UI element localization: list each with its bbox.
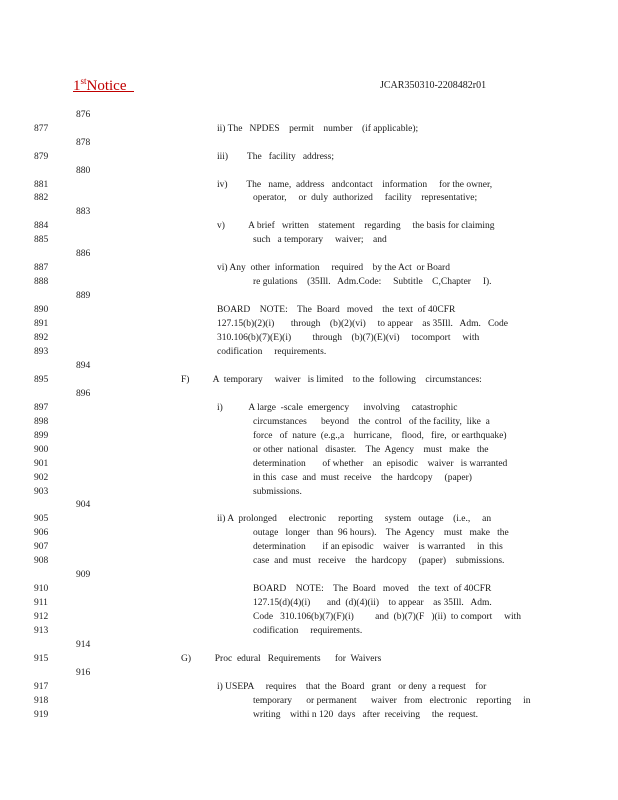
- text-line: such a temporary waiver; and: [253, 235, 387, 245]
- line-number: 909: [76, 570, 91, 580]
- text-line: iii) The facility address;: [217, 152, 334, 162]
- text-line: i) USEPA requires that the Board grant or deny a request for: [217, 682, 487, 692]
- line-number: 892: [34, 333, 49, 343]
- line-number: 898: [34, 417, 49, 427]
- line-number: 903: [34, 487, 49, 497]
- line-number: 890: [34, 305, 49, 315]
- notice-ordinal: st: [80, 76, 87, 86]
- line-number: 914: [76, 640, 91, 650]
- text-line: in this case and must receive the hardcopy (paper): [253, 473, 472, 483]
- text-line: operator, or duly authorized facility representative;: [253, 193, 478, 203]
- line-number: 881: [34, 180, 49, 190]
- text-line: 127.15(b)(2)(i) through (b)(2)(vi) to appear as 35Ill. Adm. Code: [217, 319, 509, 329]
- notice-number: 1: [73, 78, 81, 94]
- line-number: 910: [34, 584, 49, 594]
- notice-word: Notice: [86, 78, 127, 94]
- line-number: 895: [34, 375, 49, 385]
- text-line: Code 310.106(b)(7)(F)(i) and (b)(7)(F )(ii) to comport with: [253, 612, 522, 622]
- text-line: codification requirements.: [253, 626, 363, 636]
- line-number: 905: [34, 514, 49, 524]
- text-line: temporary or permanent waiver from electronic reporting in: [253, 696, 531, 706]
- line-number: 912: [34, 612, 49, 622]
- text-line: force of nature (e.g.,a hurricane, flood, fire, or earthquake): [253, 431, 507, 441]
- line-number: 911: [34, 598, 48, 608]
- text-line: or other national disaster. The Agency must make the: [253, 445, 489, 455]
- line-number: 915: [34, 654, 49, 664]
- text-line: ii) A prolonged electronic reporting system outage (i.e., an: [217, 514, 492, 524]
- document-code: JCAR350310-2208482r01: [380, 80, 487, 91]
- text-line: BOARD NOTE: The Board moved the text of 40CFR: [217, 305, 456, 315]
- line-number: 884: [34, 221, 49, 231]
- line-number: 876: [76, 110, 91, 120]
- text-line: determination of whether an episodic waiver is warranted: [253, 459, 508, 469]
- text-line: outage longer than 96 hours). The Agency must make the: [253, 528, 509, 538]
- line-number: 886: [76, 249, 91, 259]
- line-number: 879: [34, 152, 49, 162]
- line-number: 882: [34, 193, 49, 203]
- notice-heading: [73, 76, 134, 95]
- text-line: F) A temporary waiver is limited to the following circumstances:: [181, 375, 482, 385]
- text-line: circumstances beyond the control of the facility, like a: [253, 417, 490, 427]
- line-number: 908: [34, 556, 49, 566]
- text-line: 310.106(b)(7)(E)(i) through (b)(7)(E)(vi) tocomport with: [217, 333, 480, 343]
- text-line: submissions.: [253, 487, 302, 497]
- text-line: i) A large -scale emergency involving catastrophic: [217, 403, 458, 413]
- line-number: 902: [34, 473, 49, 483]
- line-number: 918: [34, 696, 49, 706]
- line-number: 889: [76, 291, 91, 301]
- text-line: determination if an episodic waiver is warranted in this: [253, 542, 503, 552]
- line-number: 906: [34, 528, 49, 538]
- text-line: ii) The NPDES permit number (if applicable);: [217, 124, 419, 134]
- text-line: iv) The name, address andcontact information for the owner,: [217, 180, 493, 190]
- text-line: re gulations (35Ill. Adm.Code: Subtitle C,Chapter I).: [253, 277, 492, 287]
- line-number: 917: [34, 682, 49, 692]
- line-number: 877: [34, 124, 49, 134]
- text-line: writing withi n 120 days after receiving the request.: [253, 710, 479, 720]
- text-line: 127.15(d)(4)(i) and (d)(4)(ii) to appear as 35Ill. Adm.: [253, 598, 492, 608]
- line-number: 885: [34, 235, 49, 245]
- text-line: v) A brief written statement regarding the basis for claiming: [217, 221, 495, 231]
- line-number: 893: [34, 347, 49, 357]
- text-line: case and must receive the hardcopy (paper) submissions.: [253, 556, 505, 566]
- line-number: 900: [34, 445, 49, 455]
- line-number: 907: [34, 542, 49, 552]
- line-number: 897: [34, 403, 49, 413]
- line-number: 894: [76, 361, 91, 371]
- line-number: 913: [34, 626, 49, 636]
- text-line: codification requirements.: [217, 347, 327, 357]
- line-number: 896: [76, 389, 91, 399]
- line-number: 878: [76, 138, 91, 148]
- line-number: 883: [76, 207, 91, 217]
- line-number: 887: [34, 263, 49, 273]
- text-line: G) Proc edural Requirements for Waivers: [181, 654, 382, 664]
- text-line: BOARD NOTE: The Board moved the text of 40CFR: [253, 584, 492, 594]
- line-number: 891: [34, 319, 49, 329]
- line-number: 916: [76, 668, 91, 678]
- line-number: 919: [34, 710, 49, 720]
- line-number: 888: [34, 277, 49, 287]
- line-number: 880: [76, 166, 91, 176]
- text-line: vi) Any other information required by the Act or Board: [217, 263, 450, 273]
- line-number: 904: [76, 500, 91, 510]
- line-number: 899: [34, 431, 49, 441]
- line-number: 901: [34, 459, 49, 469]
